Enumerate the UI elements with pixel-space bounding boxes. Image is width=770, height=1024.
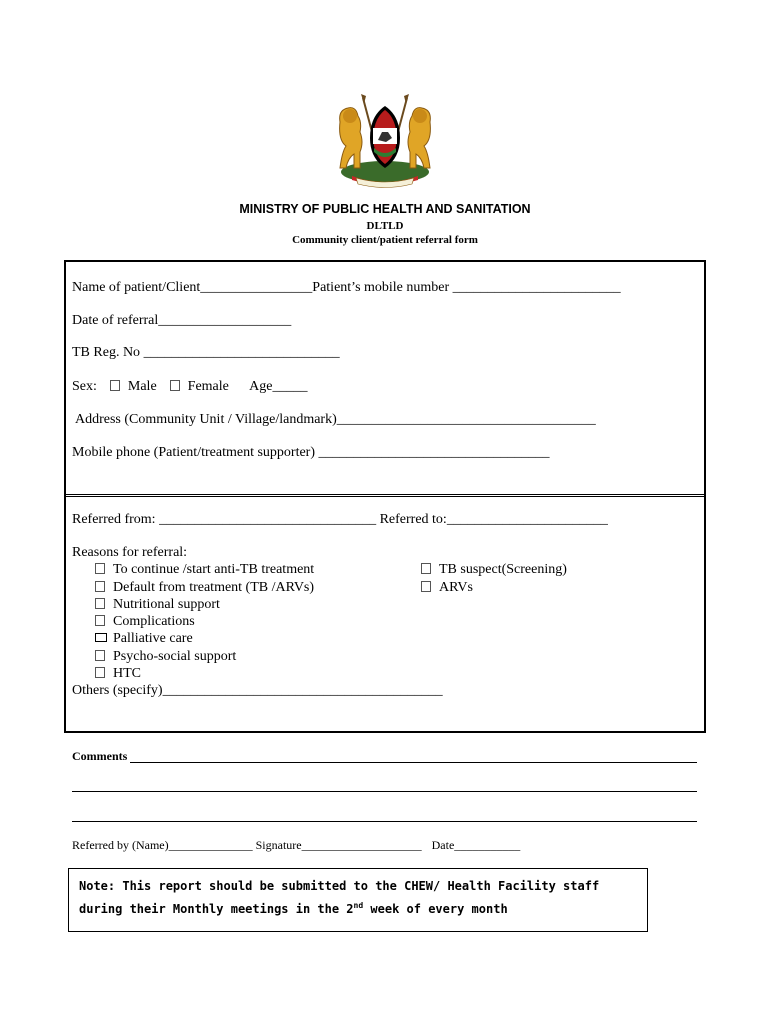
reason-label: Palliative care	[113, 631, 193, 646]
reason-label: To continue /start anti-TB treatment	[113, 562, 315, 577]
referral-date-field[interactable]: ___________________	[158, 313, 292, 328]
note-prefix: Note: This report should be submitted to the CHEW/ Health Facility staff during their Monthly meetings in the 2	[79, 879, 600, 916]
reason-checkbox[interactable]	[95, 563, 105, 574]
signoff-date-field[interactable]: ___________	[454, 838, 521, 852]
reason-checkbox[interactable]	[421, 563, 431, 574]
reason-item	[95, 649, 236, 665]
sex-age-row	[72, 379, 307, 395]
reason-checkbox[interactable]	[95, 598, 105, 609]
reason-checkbox[interactable]	[95, 633, 107, 642]
signature-field[interactable]: ____________________	[301, 838, 422, 852]
reason-label: ARVs	[439, 580, 473, 595]
patient-name-label: Name of patient/Client	[72, 280, 201, 295]
address-row	[75, 412, 596, 428]
note-text	[79, 877, 639, 919]
referred-from-label: Referred from:	[72, 512, 156, 527]
patient-name-field[interactable]: ________________	[200, 280, 313, 295]
referred-by-field[interactable]: ______________	[168, 838, 253, 852]
phone-label: Mobile phone (Patient/treatment supporter)	[72, 445, 315, 460]
note-box	[68, 868, 648, 932]
male-checkbox[interactable]	[110, 380, 120, 391]
note-suffix: week of every month	[363, 902, 508, 916]
tb-reg-field[interactable]: ____________________________	[143, 345, 340, 360]
form-title: Community client/patient referral form	[292, 234, 478, 246]
reason-item	[421, 580, 473, 596]
reason-label: HTC	[113, 666, 141, 681]
signature-label: Signature	[255, 838, 302, 852]
reason-item	[95, 562, 314, 578]
female-label: Female	[187, 379, 229, 394]
age-field[interactable]: _____	[272, 379, 308, 394]
reason-checkbox[interactable]	[95, 667, 105, 678]
reason-item	[95, 666, 141, 682]
others-label: Others (specify)	[72, 683, 163, 698]
reason-checkbox[interactable]	[95, 615, 105, 626]
reason-checkbox[interactable]	[95, 581, 105, 592]
others-field[interactable]: ________________________________________	[162, 683, 443, 698]
signoff-date-label: Date	[431, 838, 455, 852]
comments-line[interactable]	[130, 762, 697, 763]
age-label: Age	[249, 379, 273, 394]
reason-label: Nutritional support	[113, 597, 220, 612]
signoff-row	[72, 838, 520, 853]
reason-item	[95, 631, 193, 647]
reason-item	[95, 580, 314, 596]
phone-field[interactable]: _________________________________	[318, 445, 550, 460]
address-field[interactable]: _____________________________________	[336, 412, 596, 427]
coat-of-arms-emblem	[330, 92, 440, 188]
male-label: Male	[127, 379, 157, 394]
referred-by-label: Referred by (Name)	[72, 838, 169, 852]
reason-checkbox[interactable]	[421, 581, 431, 592]
reason-label: Psycho-social support	[113, 649, 237, 664]
female-checkbox[interactable]	[170, 380, 180, 391]
reason-label: Default from treatment (TB /ARVs)	[113, 580, 315, 595]
comments-label: Comments	[72, 749, 128, 763]
reason-item	[95, 614, 195, 630]
phone-row	[72, 445, 550, 461]
tb-reg-label: TB Reg. No	[72, 345, 141, 360]
referred-from-field[interactable]: _______________________________	[159, 512, 377, 527]
comments-line[interactable]	[72, 821, 697, 822]
address-label: Address (Community Unit / Village/landmark)	[75, 412, 337, 427]
referred-to-label: Referred to:	[379, 512, 447, 527]
referral-date-label: Date of referral	[72, 313, 159, 328]
sex-label: Sex:	[72, 379, 97, 394]
patient-mobile-label: Patient’s mobile number	[312, 280, 450, 295]
tb-reg-row	[72, 345, 340, 361]
comments-line[interactable]	[72, 791, 697, 792]
reasons-label: Reasons for referral:	[72, 545, 188, 560]
note-superscript: nd	[353, 901, 364, 910]
referred-from-row	[72, 512, 608, 528]
reason-item	[421, 562, 567, 578]
reason-item	[95, 597, 220, 613]
referred-to-field[interactable]: _______________________	[446, 512, 608, 527]
reason-checkbox[interactable]	[95, 650, 105, 661]
reason-label: TB suspect(Screening)	[439, 562, 567, 577]
referral-date-row	[72, 313, 291, 329]
ministry-title: MINISTRY OF PUBLIC HEALTH AND SANITATION	[239, 202, 531, 216]
reason-label: Complications	[113, 614, 195, 629]
patient-name-row	[72, 280, 621, 296]
unit-title: DLTLD	[366, 220, 404, 232]
others-row	[72, 683, 443, 699]
patient-mobile-field[interactable]: ________________________	[452, 280, 621, 295]
